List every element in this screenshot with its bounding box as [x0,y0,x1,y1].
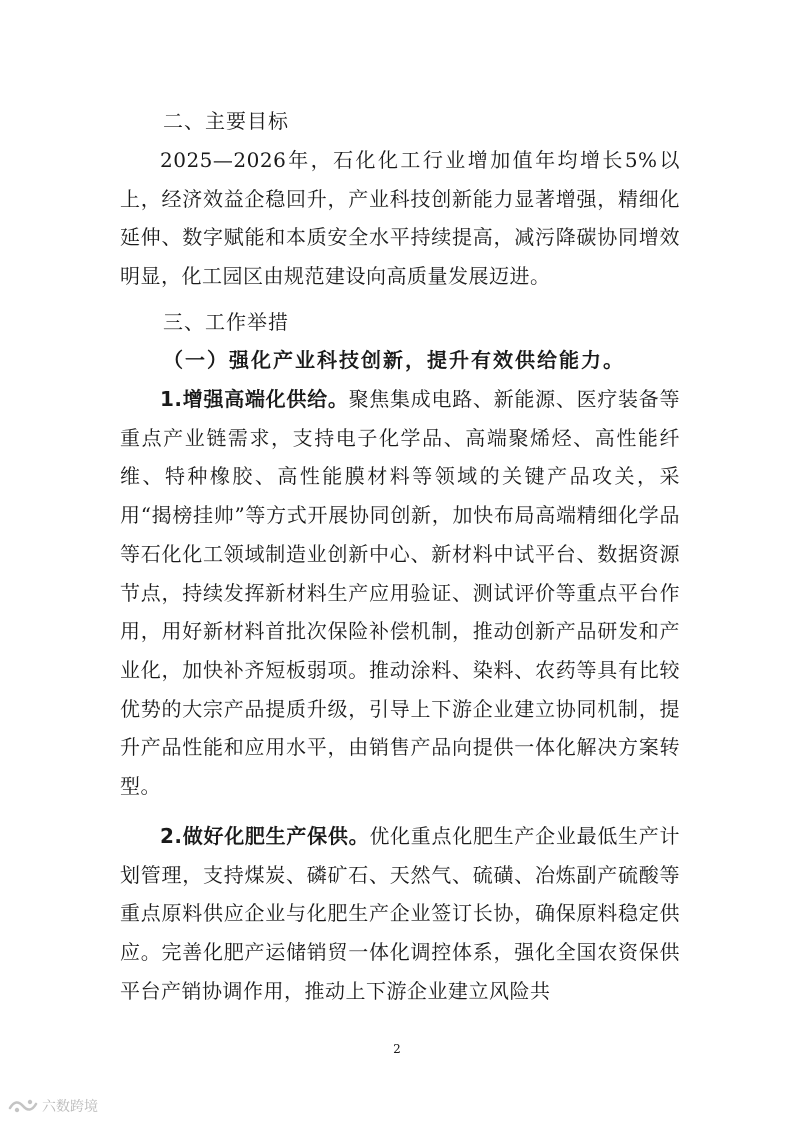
item-2-text: 优化重点化肥生产企业最低生产计划管理，支持煤炭、磷矿石、天然气、硫磺、冶炼副产硫酸等重点原料供应企业与化肥生产企业签订长协，确保原料稳定供应。完善化肥产运储销贸一体化调控体系，强化全国农资保供平台产销协调作用，推动上下游企业建立风险共 [120,824,681,1003]
watermark-text: 六数跨境 [42,1099,98,1115]
paragraph-item-1 [120,380,680,806]
section-heading-main-goals: 二、主要目标 [163,109,289,133]
page-number: 2 [393,1042,401,1056]
item-1-text: 聚焦集成电路、新能源、医疗装备等重点产业链需求，支持电子化学品、高端聚烯烃、高性能纤维、特种橡胶、高性能膜材料等领域的关键产品攻关，采用“揭榜挂帅”等方式开展协同创新，加快布局高端精细化学品等石化化工领域制造业创新中心、新材料中试平台、数据资源节点，持续发挥新材料生产应用验证、测试评价等重点平台作用，用好新材料首批次保险补偿机制，推动创新产品研发和产业化，加快补齐短板弱项。推动涂料、染料、农药等具有比较优势的大宗产品提质升级，引导上下游企业建立协同机制，提升产品性能和应用水平，由销售产品向提供一体化解决方案转型。 [120,387,681,799]
item-2-lead: 2.做好化肥生产保供。 [160,824,370,848]
section-heading-work-measures: 三、工作举措 [163,310,289,334]
paragraph-item-2 [120,817,680,1011]
subsection-heading-1: （一）强化产业科技创新，提升有效供给能力。 [163,348,625,372]
watermark [8,1094,98,1118]
logo-icon [8,1096,38,1116]
paragraph-main-goals: 2025—2026年，石化化工行业增加值年均增长5%以上，经济效益企稳回升，产业科技创新能力显著增强，精细化延伸、数字赋能和本质安全水平持续提高，减污降碳协同增效明显，化工园区由规范建设向高质量发展迈进。 [120,148,680,289]
item-1-lead: 1.增强高端化供给。 [160,387,349,411]
